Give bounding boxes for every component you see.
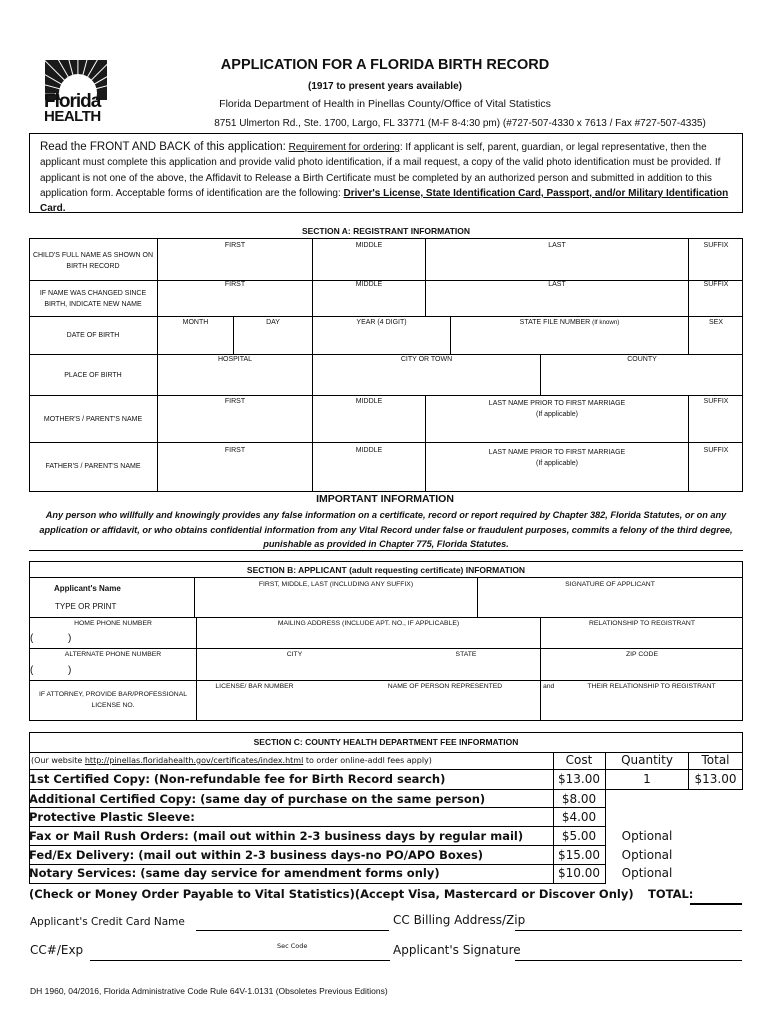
fee-row-label: Fed/Ex Delivery: (mail out within 2-3 business days-no PO/APO Boxes) <box>29 848 484 862</box>
label-child-name: CHILD'S FULL NAME AS SHOWN ON BIRTH RECORD <box>32 252 154 270</box>
alt-phone-field[interactable]: ALTERNATE PHONE NUMBER <box>64 651 162 658</box>
fee-row-label: Additional Certified Copy: (same day of purchase on the same person) <box>29 792 486 806</box>
license-bar-field[interactable]: LICENSE/ BAR NUMBER <box>215 683 294 690</box>
if-known-note: (If known) <box>592 319 620 326</box>
alt-phone-paren-close: ) <box>68 665 72 676</box>
zip-code-field[interactable]: ZIP CODE <box>626 651 658 658</box>
form-title: APPLICATION FOR A FLORIDA BIRTH RECORD <box>220 57 550 73</box>
mother-last-prior-label: LAST NAME PRIOR TO FIRST MARRIAGE <box>488 400 626 407</box>
billing-address-line[interactable] <box>515 930 742 931</box>
cc-exp-label: CC#/Exp <box>30 943 84 957</box>
section-b-title: SECTION B: APPLICANT (adult requesting certificate) INFORMATION <box>246 565 526 575</box>
mother-suffix-field[interactable]: SUFFIX <box>703 398 729 405</box>
fee-row-total[interactable]: $13.00 <box>694 772 737 786</box>
requirement-label: Requirement for ordering <box>288 142 400 153</box>
father-first-field[interactable]: FIRST <box>224 447 246 454</box>
billing-address-label: CC Billing Address/Zip <box>393 913 526 927</box>
city-field[interactable]: CITY <box>286 651 303 658</box>
form-footer: DH 1960, 04/2016, Florida Administrative Code Rule 64V-1.0131 (Obsoletes Previous Editions) <box>30 986 388 996</box>
county-field[interactable]: COUNTY <box>627 356 657 363</box>
sec-code-line[interactable] <box>262 960 390 961</box>
fee-row-cost: $13.00 <box>558 772 600 786</box>
attorney-label: IF ATTORNEY, PROVIDE BAR/PROFESSIONAL LICENSE NO. <box>38 691 188 709</box>
label-dob: DATE OF BIRTH <box>66 332 120 339</box>
applicant-name-field[interactable]: FIRST, MIDDLE, LAST (INCLUDING ANY SUFFIX) <box>258 581 414 588</box>
website-note <box>31 756 432 765</box>
fee-row-label: 1st Certified Copy: (Non-refundable fee for Birth Record search) <box>29 772 446 786</box>
child-middle-field[interactable]: MIDDLE <box>355 242 383 249</box>
fee-row-cost: $10.00 <box>558 866 600 880</box>
form-subtitle: (1917 to present years available) <box>308 81 462 92</box>
label-changed-name: IF NAME WAS CHANGED SINCE BIRTH, INDICATE NEW NAME <box>39 290 147 308</box>
logo-health-text: HEALTH <box>44 108 101 125</box>
new-suffix-field[interactable]: SUFFIX <box>703 281 729 288</box>
applicant-signature-label: Applicant's Signature <box>393 943 521 957</box>
label-father-name: FATHER'S / PARENT'S NAME <box>45 463 141 470</box>
instructions-text <box>40 140 740 216</box>
father-middle-field[interactable]: MIDDLE <box>355 447 383 454</box>
requirement-colon: : <box>399 142 403 153</box>
their-relationship-field[interactable]: THEIR RELATIONSHIP TO REGISTRANT <box>587 683 716 690</box>
mother-last-prior-field[interactable] <box>426 398 688 420</box>
applicant-signature-line[interactable] <box>515 960 742 961</box>
section-c-title: SECTION C: COUNTY HEALTH DEPARTMENT FEE INFORMATION <box>253 737 519 747</box>
applicant-name-label: Applicant's Name <box>54 584 121 593</box>
state-file-number-field[interactable] <box>451 319 688 326</box>
fee-row-quantity[interactable]: Optional <box>621 829 673 843</box>
fee-row-cost: $15.00 <box>558 848 600 862</box>
home-phone-paren-close: ) <box>68 633 72 644</box>
label-place-of-birth: PLACE OF BIRTH <box>64 372 122 379</box>
father-if-applicable: (If applicable) <box>535 460 579 467</box>
fee-row-cost: $5.00 <box>561 829 597 843</box>
label-mother-name: MOTHER'S / PARENT'S NAME <box>43 416 143 423</box>
quantity-header: Quantity <box>621 753 673 767</box>
instructions-box <box>29 133 743 213</box>
city-town-field[interactable]: CITY OR TOWN <box>400 356 453 363</box>
sex-field[interactable]: SEX <box>708 319 723 326</box>
instructions-body: If applicant is self, parent, guardian, or legal representative, then the applicant must complete this application and provide valid photo identification, if a mail request, a copy of the valid photo identification must be provided. If applicant is not one of the above, the Affidavit to Release a Birth Certificate must be completed by an authorized person and submitted in addition to this application form. Acceptable forms of identification are the following: <box>40 142 721 199</box>
instructions-lead: Read the FRONT AND BACK of this application: <box>40 141 286 153</box>
child-suffix-field[interactable]: SUFFIX <box>703 242 729 249</box>
total-label: TOTAL: <box>648 887 694 901</box>
father-last-prior-label: LAST NAME PRIOR TO FIRST MARRIAGE <box>488 449 626 456</box>
and-label: and <box>543 683 555 690</box>
state-file-label: STATE FILE NUMBER <box>519 319 591 326</box>
office-address: 8751 Ulmerton Rd., Ste. 1700, Largo, FL 33771 (M-F 8-4:30 pm) (#727-507-4330 x 7613 / Fax #727-507-4335) <box>214 118 706 129</box>
mother-if-applicable: (If applicable) <box>535 411 579 418</box>
website-link[interactable]: http://pinellas.floridahealth.gov/certificates/index.html <box>84 756 304 765</box>
sec-code-label: Sec Code <box>277 942 308 950</box>
website-pre: (Our website <box>31 756 85 765</box>
fee-row-cost: $4.00 <box>561 810 597 824</box>
relationship-field[interactable]: RELATIONSHIP TO REGISTRANT <box>588 620 695 627</box>
mailing-address-field[interactable]: MAILING ADDRESS (INCLUDE APT. NO., IF APPLICABLE) <box>277 620 460 627</box>
fee-row-cost: $8.00 <box>561 792 597 806</box>
child-first-field[interactable]: FIRST <box>224 242 246 249</box>
father-last-prior-field[interactable] <box>426 447 688 469</box>
new-last-field[interactable]: LAST <box>548 281 566 288</box>
department-name: Florida Department of Health in Pinellas County/Office of Vital Statistics <box>219 98 551 110</box>
new-first-field[interactable]: FIRST <box>224 281 246 288</box>
important-title: IMPORTANT INFORMATION <box>316 493 454 505</box>
person-represented-field[interactable]: NAME OF PERSON REPRESENTED <box>387 683 503 690</box>
total-header: Total <box>701 753 730 767</box>
logo-florida-text: Florida <box>44 91 101 112</box>
dob-month-field[interactable]: MONTH <box>182 319 209 326</box>
home-phone-field[interactable]: HOME PHONE NUMBER <box>74 620 152 627</box>
type-or-print-label: TYPE OR PRINT <box>55 602 117 611</box>
payment-note: (Check or Money Order Payable to Vital Statistics)(Accept Visa, Mastercard or Discover Only) <box>29 887 634 901</box>
website-post: to order online-addl fees apply) <box>303 756 432 765</box>
fee-row-label: Protective Plastic Sleeve: <box>29 810 195 824</box>
home-phone-paren-open: ( <box>30 633 34 644</box>
state-field[interactable]: STATE <box>455 651 477 658</box>
fee-row-quantity[interactable]: Optional <box>621 866 673 880</box>
child-last-field[interactable]: LAST <box>548 242 566 249</box>
dob-year-field[interactable]: YEAR (4 DIGIT) <box>356 319 407 326</box>
new-middle-field[interactable]: MIDDLE <box>355 281 383 288</box>
fee-row-quantity[interactable]: 1 <box>643 772 651 786</box>
acceptable-ids: Driver's License, State Identification Card, Passport, and/or Military Identification Card. <box>40 187 729 215</box>
section-a-title: SECTION A: REGISTRANT INFORMATION <box>301 226 471 236</box>
fee-row-quantity[interactable]: Optional <box>621 848 673 862</box>
cc-name-label: Applicant's Credit Card Name <box>30 916 185 928</box>
hospital-field[interactable]: HOSPITAL <box>217 356 253 363</box>
dob-day-field[interactable]: DAY <box>266 319 280 326</box>
mother-first-field[interactable]: FIRST <box>224 398 246 405</box>
mother-middle-field[interactable]: MIDDLE <box>355 398 383 405</box>
cost-header: Cost <box>565 753 593 767</box>
total-line[interactable] <box>690 903 742 905</box>
fee-row-label: Fax or Mail Rush Orders: (mail out within 2-3 business days by regular mail) <box>29 829 524 843</box>
applicant-signature-field[interactable]: SIGNATURE OF APPLICANT <box>565 581 655 588</box>
cc-exp-line[interactable] <box>90 960 262 961</box>
father-suffix-field[interactable]: SUFFIX <box>703 447 729 454</box>
cc-name-line[interactable] <box>196 930 389 931</box>
fee-row-label: Notary Services: (same day service for amendment forms only) <box>29 866 440 880</box>
important-body: Any person who willfully and knowingly provides any false information on a certificate, record or report required by Chapter 382, Florida Statutes, or on any application or affidavit, or who obtains confidential information from any Vital Record under false or fraudulent purposes, commits a felony of the third degree, punishable as provided in Chapter 775, Florida Statutes. <box>39 510 733 549</box>
alt-phone-paren-open: ( <box>30 665 34 676</box>
